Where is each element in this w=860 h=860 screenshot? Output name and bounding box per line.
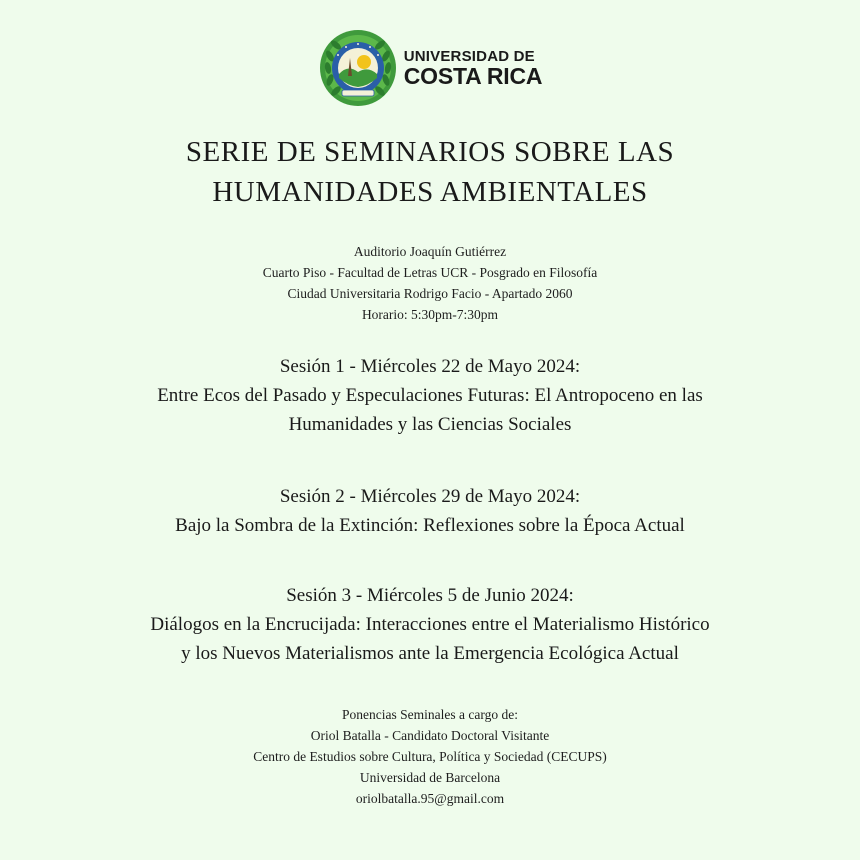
session-3-title-line1: Diálogos en la Encrucijada: Interacciones entre el Materialismo Histórico (150, 614, 710, 635)
wordmark-line2: COSTA RICA (403, 62, 543, 89)
university-logo (0, 28, 860, 108)
venue-line3: Ciudad Universitaria Rodrigo Facio - Apartado 2060 (287, 286, 573, 301)
session-3-heading: Sesión 3 - Miércoles 5 de Junio 2024: (286, 585, 574, 606)
session-2-heading: Sesión 2 - Miércoles 29 de Mayo 2024: (279, 486, 581, 507)
presenter-intro: Ponencias Seminales a cargo de: (342, 707, 518, 722)
session-2 (0, 482, 860, 540)
presenter-name: Oriol Batalla - Candidato Doctoral Visitante (310, 728, 550, 743)
session-3 (0, 581, 860, 668)
page-title (0, 132, 860, 212)
session-1-title-line2: Humanidades y las Ciencias Sociales (288, 414, 572, 435)
session-3-title-line2: y los Nuevos Materialismos ante la Emergencia Ecológica Actual (181, 643, 679, 664)
university-wordmark (404, 49, 543, 88)
venue-line2: Cuarto Piso - Facultad de Letras UCR - Posgrado en Filosofía (262, 265, 598, 280)
session-1-heading: Sesión 1 - Miércoles 22 de Mayo 2024: (279, 356, 581, 377)
session-1-title-line1: Entre Ecos del Pasado y Especulaciones Futuras: El Antropoceno en las (157, 385, 703, 406)
session-2-title-line1: Bajo la Sombra de la Extinción: Reflexiones sobre la Época Actual (175, 515, 685, 536)
schedule-line: Horario: 5:30pm-7:30pm (361, 307, 499, 322)
title-line1: SERIE DE SEMINARIOS SOBRE LAS (185, 136, 675, 168)
presenter-email: oriolbatalla.95@gmail.com (355, 791, 505, 806)
venue-info (0, 241, 860, 325)
wordmark-line1: UNIVERSIDAD DE (403, 47, 535, 65)
venue-line1: Auditorio Joaquín Gutiérrez (353, 244, 507, 259)
session-1 (0, 352, 860, 439)
presenter-center: Centro de Estudios sobre Cultura, Política y Sociedad (CECUPS) (253, 749, 607, 764)
title-line2: HUMANIDADES AMBIENTALES (212, 176, 648, 208)
university-seal-icon (318, 28, 398, 108)
presenter-university: Universidad de Barcelona (359, 770, 501, 785)
presenter-info (0, 704, 860, 809)
